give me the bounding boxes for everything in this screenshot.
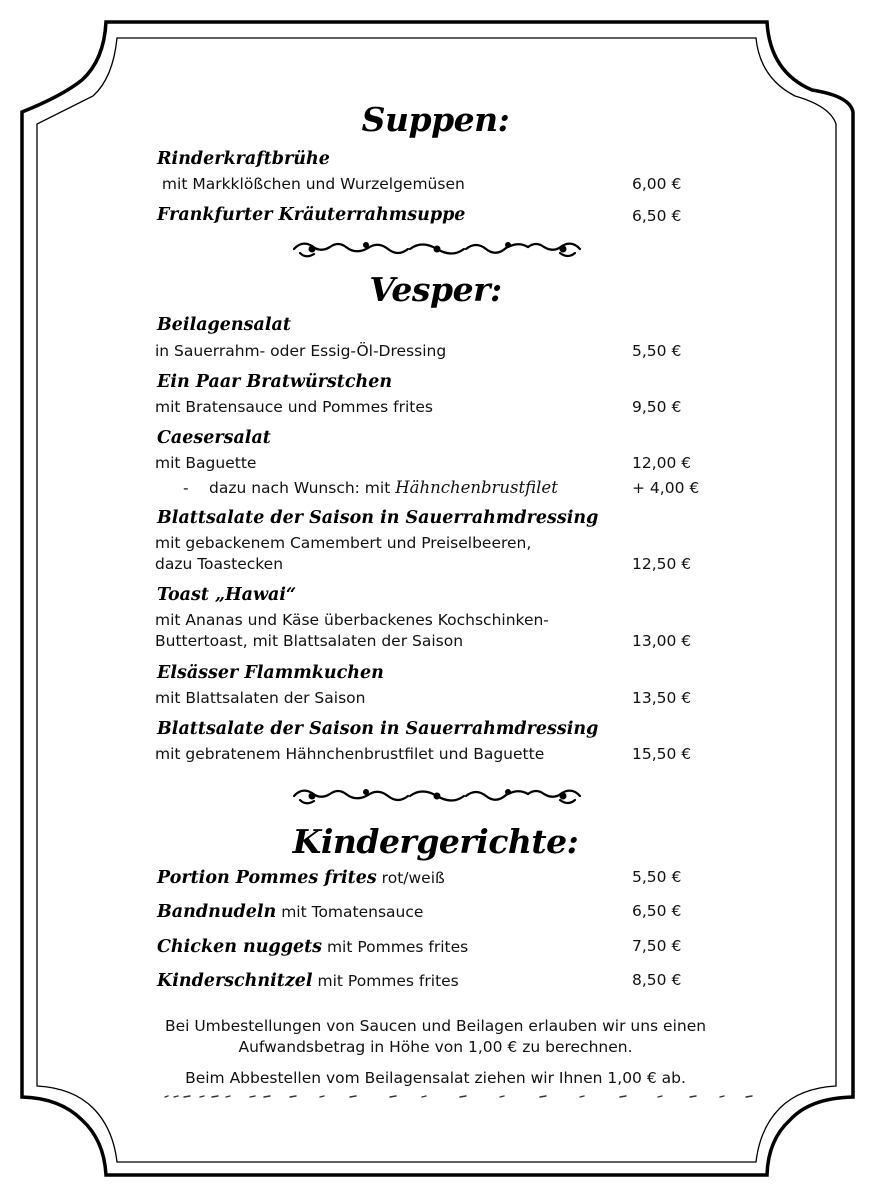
menu-item-price: 6,00 € xyxy=(632,175,682,193)
menu-item-description: mit Ananas und Käse überbackenes Kochschinken- xyxy=(155,611,549,629)
kids-item xyxy=(157,868,445,888)
menu-item-description: mit Pommes frites xyxy=(312,972,459,990)
extra-option-prefix: dazu nach Wunsch: mit xyxy=(209,479,391,497)
menu-item-price: 12,00 € xyxy=(632,454,692,472)
menu-item-description: mit Baguette xyxy=(155,454,257,472)
menu-item-name: Blattsalate der Saison in Sauerrahmdressing xyxy=(157,508,599,528)
menu-item-price: 5,50 € xyxy=(632,868,682,886)
menu-item-price: 6,50 € xyxy=(632,207,682,225)
section-heading-kindergerichte: Kindergerichte: xyxy=(292,822,579,861)
menu-item-description: mit Blattsalaten der Saison xyxy=(155,689,366,707)
menu-item-price: 8,50 € xyxy=(632,971,682,989)
kids-item xyxy=(157,902,423,922)
menu-item-name: Frankfurter Kräuterrahmsuppe xyxy=(157,205,466,225)
menu-item-name: Toast „Hawai“ xyxy=(157,585,297,605)
extra-option-text xyxy=(209,478,558,497)
menu-item-description: mit gebratenem Hähnchenbrustfilet und Baguette xyxy=(155,745,545,763)
menu-item-price: 15,50 € xyxy=(632,745,692,763)
menu-item-name: Ein Paar Bratwürstchen xyxy=(157,372,393,392)
menu-item-name: Blattsalate der Saison in Sauerrahmdressing xyxy=(157,719,599,739)
ornament-divider xyxy=(290,237,585,261)
menu-item-price: 6,50 € xyxy=(632,902,682,920)
menu-item-description: dazu Toastecken xyxy=(155,555,284,573)
menu-item-description: mit Tomatensauce xyxy=(276,903,424,921)
menu-item-name: Bandnudeln xyxy=(157,902,277,922)
menu-item-name: Portion Pommes frites xyxy=(157,868,377,888)
menu-item-price: 5,50 € xyxy=(632,342,682,360)
menu-item-name: Rinderkraftbrühe xyxy=(157,149,330,169)
section-heading-suppen: Suppen: xyxy=(361,100,510,139)
menu-item-price: 7,50 € xyxy=(632,937,682,955)
menu-item-description: mit Pommes frites xyxy=(322,938,469,956)
menu-item-price: 13,50 € xyxy=(632,689,692,707)
kids-item xyxy=(157,971,459,991)
section-heading-vesper: Vesper: xyxy=(369,270,502,309)
extra-option-highlight: Hähnchenbrustfilet xyxy=(395,478,558,497)
menu-item-description: mit Bratensauce und Pommes frites xyxy=(155,398,433,416)
menu-item-name: Chicken nuggets xyxy=(157,937,323,957)
menu-item-description: Buttertoast, mit Blattsalaten der Saison xyxy=(155,632,464,650)
note-line: Bei Umbestellungen von Saucen und Beilagen erlauben wir uns einen xyxy=(164,1017,707,1035)
menu-item-description: mit Markklößchen und Wurzelgemüsen xyxy=(157,175,465,193)
note-line: Aufwandsbetrag in Höhe von 1,00 € zu berechnen. xyxy=(238,1038,633,1056)
menu-item-name: Kinderschnitzel xyxy=(157,971,313,991)
ornament-divider xyxy=(290,784,585,808)
menu-item-description: rot/weiß xyxy=(376,869,445,887)
menu-item-price: 13,00 € xyxy=(632,632,692,650)
menu-item-name: Beilagensalat xyxy=(157,315,291,335)
note-line: Beim Abbestellen vom Beilagensalat ziehen wir Ihnen 1,00 € ab. xyxy=(185,1069,686,1087)
menu-item-description: mit gebackenem Camembert und Preiselbeeren, xyxy=(155,534,532,552)
extra-bullet: - xyxy=(183,479,189,497)
menu-item-price: 9,50 € xyxy=(632,398,682,416)
menu-item-name: Caesersalat xyxy=(157,428,271,448)
kids-item xyxy=(157,937,468,957)
extra-option-price: + 4,00 € xyxy=(632,479,700,497)
menu-item-description: in Sauerrahm- oder Essig-Öl-Dressing xyxy=(155,342,447,360)
menu-item-name: Elsässer Flammkuchen xyxy=(157,663,384,683)
cutoff-text-fragment xyxy=(160,1094,770,1102)
menu-item-price: 12,50 € xyxy=(632,555,692,573)
